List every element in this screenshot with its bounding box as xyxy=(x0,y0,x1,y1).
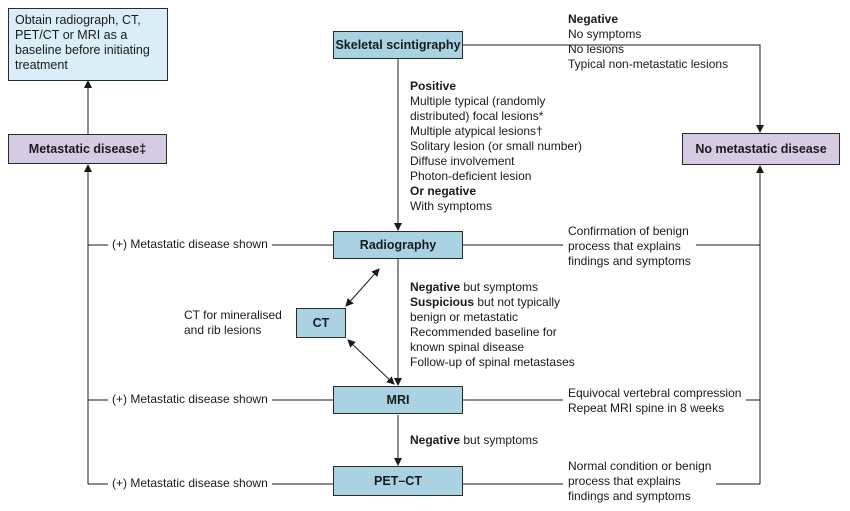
mri-branch-note xyxy=(410,433,538,448)
positive-item: Multiple typical (randomly xyxy=(410,94,546,108)
ct-note-line: CT for mineralised xyxy=(184,308,282,322)
or-negative-heading: Or negative xyxy=(410,184,477,198)
positive-item: Diffuse involvement xyxy=(410,154,515,168)
petct-right-note xyxy=(563,459,716,504)
baseline-imaging-box xyxy=(8,8,168,81)
radiography-label: Radiography xyxy=(359,238,437,252)
radiography-box xyxy=(333,231,463,259)
suspicious-bold: Suspicious xyxy=(410,295,475,309)
metastatic-disease-label: Metastatic disease‡ xyxy=(28,142,147,156)
petct-label: PET–CT xyxy=(374,474,422,488)
right-note-line: Confirmation of benign xyxy=(568,224,689,238)
radiography-branch-note xyxy=(410,280,575,370)
no-metastatic-disease-label: No metastatic disease xyxy=(695,142,827,156)
negative-item: No symptoms xyxy=(568,27,642,41)
negative-item: Typical non-metastatic lesions xyxy=(568,57,729,71)
ct-note xyxy=(184,308,282,338)
scintigraphy-negative-note xyxy=(568,12,728,72)
ct-box xyxy=(296,308,346,338)
right-note-line: findings and symptoms xyxy=(568,489,691,503)
metastatic-disease-box xyxy=(8,134,167,164)
scintigraphy-positive-note xyxy=(410,79,582,214)
skeletal-scintigraphy-label: Skeletal scintigraphy xyxy=(335,38,461,52)
mri-negative-rest: but symptoms xyxy=(460,433,539,447)
negative-heading: Negative xyxy=(568,12,619,26)
radiography-right-note xyxy=(563,224,696,269)
ct-note-line: and rib lesions xyxy=(184,323,262,337)
radiography-branch-item: known spinal disease xyxy=(410,340,525,354)
right-note-line: Equivocal vertebral compression xyxy=(568,386,742,400)
skeletal-scintigraphy-box xyxy=(333,31,463,59)
mri-negative-bold: Negative xyxy=(410,433,461,447)
negative-item: No lesions xyxy=(568,42,625,56)
baseline-imaging-text: Obtain radiograph, CT, PET/CT or MRI as a baseline before initiating treatment xyxy=(15,13,150,72)
radiography-branch-item: Recommended baseline for xyxy=(410,325,557,339)
suspicious-rest: but not typically xyxy=(474,295,561,309)
positive-item: Multiple atypical lesions† xyxy=(410,124,543,138)
positive-item: distributed) focal lesions* xyxy=(410,109,544,123)
right-note-line: Normal condition or benign xyxy=(568,459,712,473)
ct-label: CT xyxy=(312,316,330,330)
mri-metastatic-label: (+) Metastatic disease shown xyxy=(108,392,272,407)
ct-mri-arrow xyxy=(348,340,394,384)
positive-heading: Positive xyxy=(410,79,457,93)
mri-box xyxy=(333,386,463,414)
radiography-ct-arrow xyxy=(346,269,379,306)
negative-bold: Negative xyxy=(410,280,461,294)
negative-rest: but symptoms xyxy=(460,280,539,294)
positive-item: Photon-deficient lesion xyxy=(410,169,532,183)
right-note-line: process that explains xyxy=(568,239,681,253)
positive-item: Solitary lesion (or small number) xyxy=(410,139,583,153)
right-note-line: Repeat MRI spine in 8 weeks xyxy=(568,401,725,415)
mri-label: MRI xyxy=(386,393,410,407)
petct-box xyxy=(333,466,463,496)
petct-metastatic-label: (+) Metastatic disease shown xyxy=(108,476,272,491)
radiography-metastatic-label: (+) Metastatic disease shown xyxy=(108,237,272,252)
no-metastatic-disease-box xyxy=(682,133,840,165)
right-note-line: findings and symptoms xyxy=(568,254,691,268)
or-negative-item: With symptoms xyxy=(410,199,493,213)
radiography-branch-item: benign or metastatic xyxy=(410,310,519,324)
radiography-branch-item: Follow-up of spinal metastases xyxy=(410,355,575,369)
mri-right-note xyxy=(563,386,746,416)
right-note-line: process that explains xyxy=(568,474,681,488)
